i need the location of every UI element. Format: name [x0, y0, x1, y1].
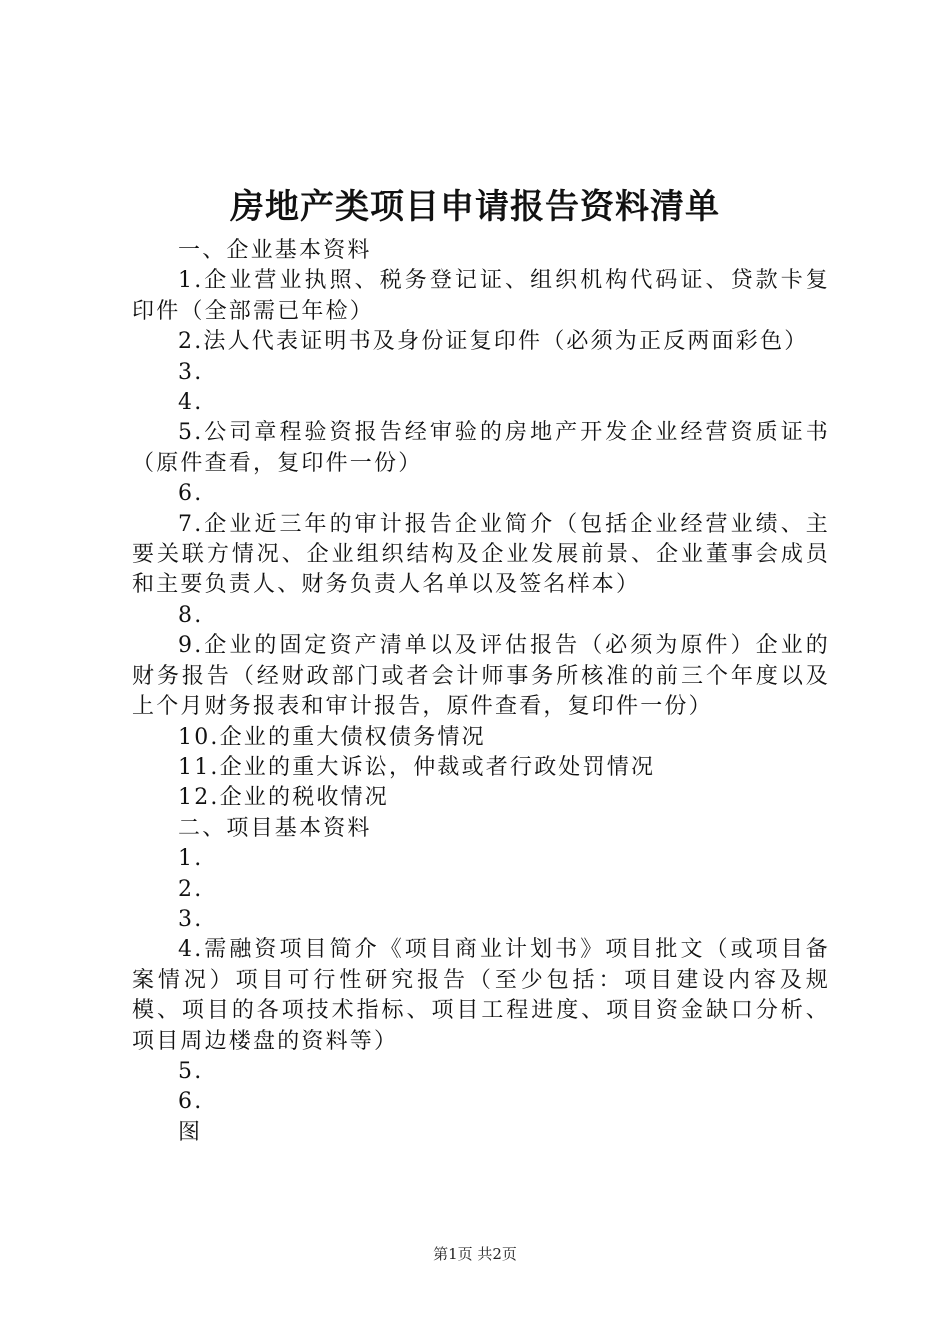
page-title: 房地产类项目申请报告资料清单: [230, 187, 720, 227]
list-item: 2.法人代表证明书及身份证复印件（必须为正反两面彩色）: [178, 329, 809, 355]
list-item: 9.企业的固定资产清单以及评估报告（必须为原件）企业的财务报告（经财政部门或者会计师事务所核准的前三个年度以及上个月财务报表和审计报告，原件查看，复印件一份）: [132, 633, 830, 720]
list-item: 1.: [178, 846, 204, 872]
list-item: 6.: [178, 481, 204, 507]
page-number-footer: 第1页 共2页: [433, 1245, 517, 1263]
section-heading-enterprise: 一、企业基本资料: [178, 238, 372, 263]
list-item: 5.: [178, 1058, 204, 1084]
list-item: 3.: [178, 906, 204, 932]
document-body: [132, 236, 830, 1148]
list-item: 11.企业的重大诉讼，仲裁或者行政处罚情况: [178, 754, 656, 780]
list-item: 图: [178, 1119, 203, 1145]
list-item: 4.需融资项目简介《项目商业计划书》项目批文（或项目备案情况）项目可行性研究报告（至少包括：项目建设内容及规模、项目的各项技术指标、项目工程进度、项目资金缺口分析、项目周边楼盘的资料等）: [132, 937, 830, 1054]
list-item: 4.: [178, 390, 204, 416]
list-item: 2.: [178, 876, 204, 902]
list-item: 1.企业营业执照、税务登记证、组织机构代码证、贷款卡复印件（全部需已年检）: [132, 268, 830, 324]
list-item: 12.企业的税收情况: [178, 785, 389, 811]
section-heading-project: 二、项目基本资料: [178, 815, 372, 841]
list-item: 3.: [178, 359, 204, 385]
list-item: 5.公司章程验资报告经审验的房地产开发企业经营资质证书（原件查看，复印件一份）: [132, 420, 830, 476]
list-item: 7.企业近三年的审计报告企业简介（包括企业经营业绩、主要关联方情况、企业组织结构及企业发展前景、企业董事会成员和主要负责人、财务负责人名单以及签名样本）: [132, 511, 830, 598]
list-item: 8.: [178, 602, 204, 628]
list-item: 6.: [178, 1089, 204, 1115]
list-item: 10.企业的重大债权债务情况: [178, 724, 486, 750]
